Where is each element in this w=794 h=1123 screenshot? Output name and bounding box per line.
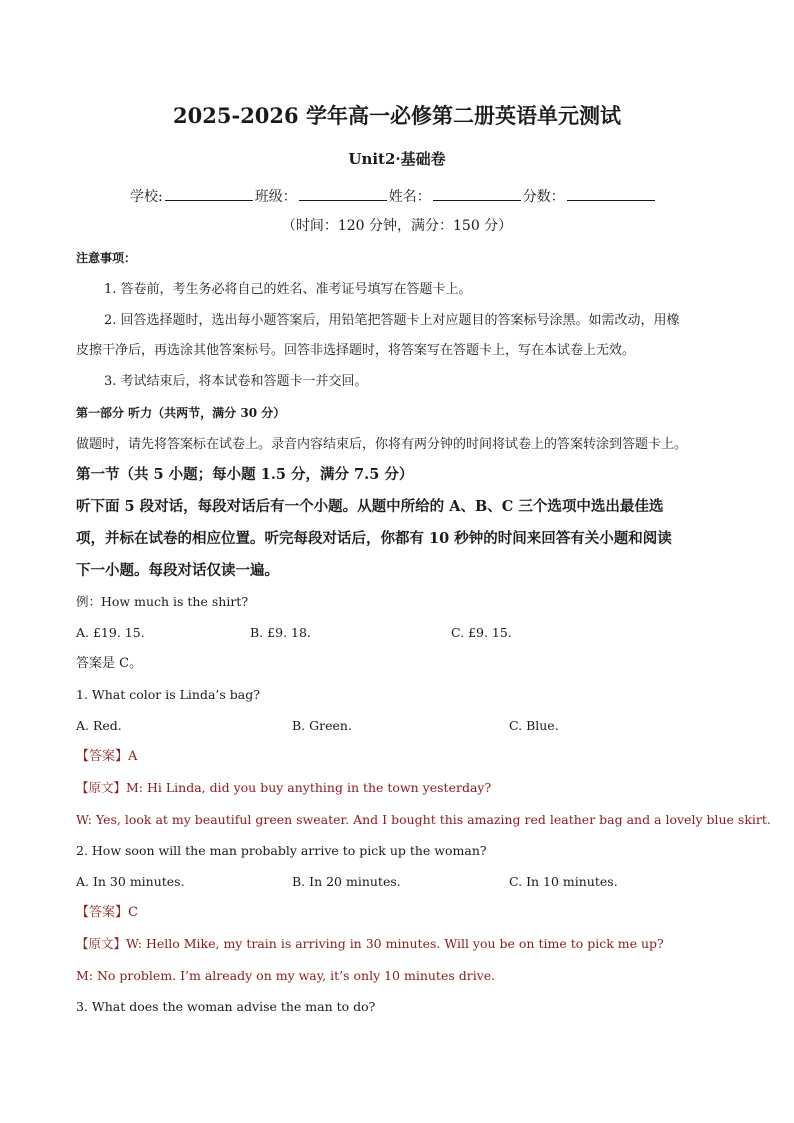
school-label: 学校: — [130, 189, 163, 205]
q1-script-line-2: W: Yes, look at my beautiful green sweater. And I bought this amazing red leather bag and a lovely blue skirt. — [76, 812, 771, 827]
name-blank[interactable] — [433, 186, 521, 201]
q2-answer: 【答案】C — [76, 905, 138, 920]
class-label: 班级： — [254, 189, 297, 205]
question-3: 3. What does the woman advise the man to do? — [76, 999, 376, 1014]
exam-title: 2025-2026 学年高一必修第二册英语单元测试 — [173, 103, 621, 128]
q1-option-c: C. Blue. — [509, 718, 559, 733]
section1-instruction-line-3: 下一小题。每段对话仅读一遍。 — [76, 562, 279, 579]
notice-heading: 注意事项： — [76, 251, 137, 265]
example-option-a: A. £19. 15. — [76, 625, 145, 640]
q1-script-line-1: 【原文】M: Hi Linda, did you buy anything in the town yesterday? — [76, 780, 492, 795]
time-note: （时间：120 分钟，满分：150 分） — [281, 218, 513, 234]
score-label: 分数： — [522, 189, 565, 205]
section1-instruction-line-2: 项，并标在试卷的相应位置。听完每段对话后，你都有 10 秒钟的时间来回答有关小题和阅读 — [76, 530, 672, 547]
exam-subtitle: Unit2·基础卷 — [348, 150, 446, 168]
q2-script-line-2: M: No problem. I’m already on my way, it’s only 10 minutes drive. — [76, 968, 496, 983]
class-blank[interactable] — [299, 186, 387, 201]
example-option-c: C. £9. 15. — [451, 625, 512, 640]
q2-option-c: C. In 10 minutes. — [509, 874, 618, 889]
part1-instruction: 做题时，请先将答案标在试卷上。录音内容结束后，你将有两分钟的时间将试卷上的答案转涂到答题卡上。 — [76, 437, 688, 452]
question-2: 2. How soon will the man probably arrive to pick up the woman? — [76, 843, 487, 858]
q1-option-a: A. Red. — [76, 718, 122, 733]
notice-item-1: 1. 答卷前，考生务必将自己的姓名、准考证号填写在答题卡上。 — [104, 282, 472, 297]
score-blank[interactable] — [567, 186, 655, 201]
q2-option-b: B. In 20 minutes. — [292, 874, 401, 889]
section1-instruction-line-1: 听下面 5 段对话，每段对话后有一个小题。从题中所给的 A、B、C 三个选项中选出最佳选 — [76, 498, 664, 515]
notice-item-2-line-2: 皮擦干净后，再选涂其他答案标号。回答非选择题时，将答案写在答题卡上，写在本试卷上无效。 — [76, 343, 636, 358]
q2-script-line-1: 【原文】W: Hello Mike, my train is arriving in 30 minutes. Will you be on time to pick me up? — [76, 936, 664, 951]
notice-item-3: 3. 考试结束后，将本试卷和答题卡一并交回。 — [104, 374, 368, 389]
school-blank[interactable] — [165, 186, 253, 201]
question-1: 1. What color is Linda’s bag? — [76, 687, 260, 702]
example-answer: 答案是 C。 — [76, 656, 143, 671]
q2-option-a: A. In 30 minutes. — [76, 874, 185, 889]
example-question: 例：How much is the shirt? — [76, 594, 249, 609]
notice-item-2-line-1: 2. 回答选择题时，选出每小题答案后，用铅笔把答题卡上对应题目的答案标号涂黑。如需改动，用橡 — [104, 313, 680, 328]
part1-heading: 第一部分 听力（共两节，满分 30 分） — [76, 406, 286, 420]
section1-heading: 第一节（共 5 小题；每小题 1.5 分，满分 7.5 分） — [76, 466, 414, 483]
q1-option-b: B. Green. — [292, 718, 352, 733]
q1-answer: 【答案】A — [76, 749, 138, 764]
student-info-row — [130, 186, 657, 206]
example-option-b: B. £9. 18. — [250, 625, 311, 640]
name-label: 姓名： — [388, 189, 431, 205]
